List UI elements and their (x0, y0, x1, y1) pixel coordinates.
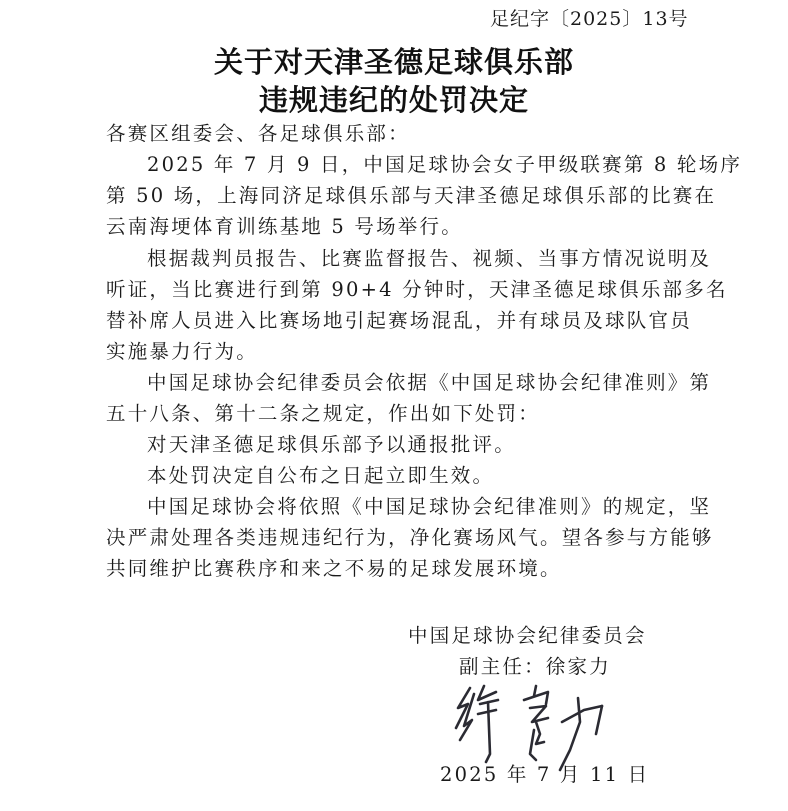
document-number: 足纪字〔2025〕13号 (490, 8, 689, 30)
paragraph-line: 本处罚决定自公布之日起立即生效。 (147, 464, 495, 487)
paragraph-6 (106, 491, 714, 584)
paragraph-line: 对天津圣德足球俱乐部予以通报批评。 (147, 433, 516, 456)
paragraph-1 (106, 149, 743, 242)
paragraph-line: 共同维护比赛秩序和来之不易的足球发展环境。 (106, 557, 562, 580)
signature-date: 2025 年 7 月 11 日 (440, 763, 650, 786)
paragraph-line: 替补席人员进入比赛场地引起赛场混乱，并有球员及球队官员 (106, 309, 692, 332)
paragraph-line: 中国足球协会将依照《中国足球协会纪律准则》的规定，坚 (147, 495, 712, 518)
paragraph-line: 五十八条、第十二条之规定，作出如下处罚： (106, 402, 541, 425)
signature-organization: 中国足球协会纪律委员会 (408, 624, 647, 647)
paragraph-line: 2025 年 7 月 9 日，中国足球协会女子甲级联赛第 8 轮场序 (147, 153, 743, 176)
document-title-line-1: 关于对天津圣德足球俱乐部 (213, 45, 574, 79)
salutation: 各赛区组委会、各足球俱乐部： (106, 122, 410, 145)
paragraph-line: 实施暴力行为。 (106, 340, 258, 363)
paragraph-4-penalty (106, 429, 706, 460)
paragraph-line: 根据裁判员报告、比赛监督报告、视频、当事方情况说明及 (147, 247, 712, 270)
paragraph-2 (106, 243, 728, 367)
paragraph-line: 决严肃处理各类违规违纪行为，净化赛场风气。望各参与方能够 (106, 526, 714, 549)
paragraph-line: 中国足球协会纪律委员会依据《中国足球协会纪律准则》第 (147, 371, 712, 394)
paragraph-5-effective (106, 460, 706, 491)
paragraph-line: 云南海埂体育训练基地 5 号场举行。 (106, 215, 463, 238)
paragraph-line: 第 50 场，上海同济足球俱乐部与天津圣德足球俱乐部的比赛在 (106, 184, 717, 207)
paragraph-line: 听证，当比赛进行到第 90+4 分钟时，天津圣德足球俱乐部多名 (106, 278, 728, 301)
document-title-line-2: 违规违纪的处罚决定 (258, 83, 529, 117)
signature-title-name: 副主任：徐家力 (459, 655, 611, 678)
paragraph-3 (106, 367, 712, 429)
